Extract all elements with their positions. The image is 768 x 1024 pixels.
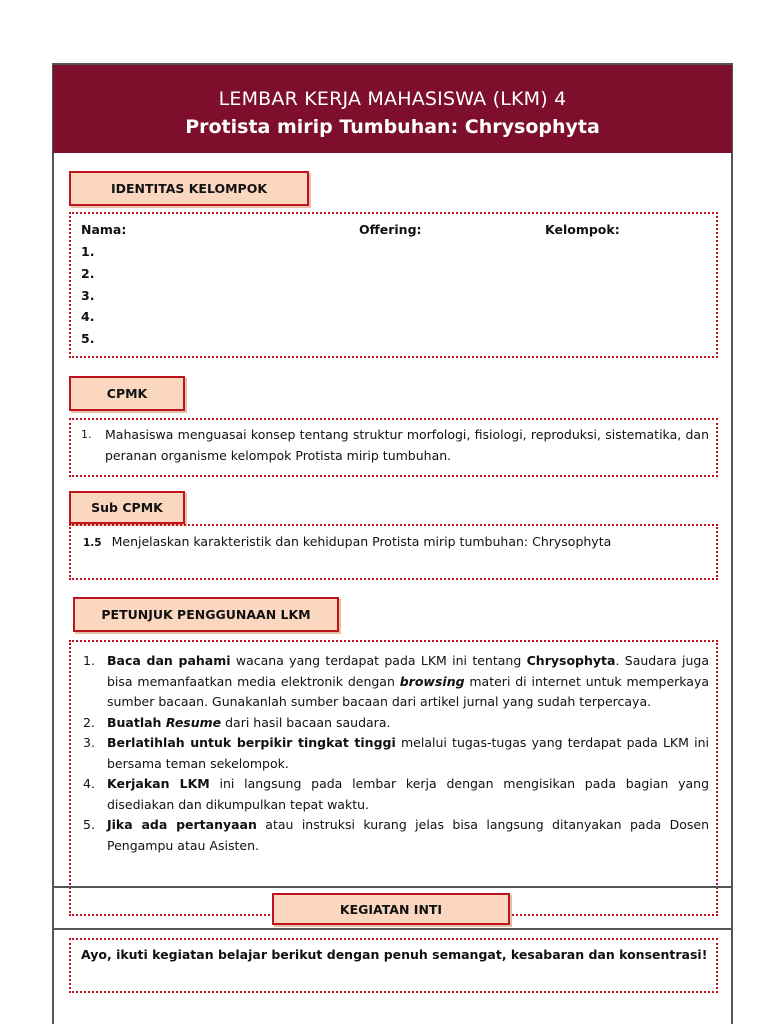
petunjuk-label-text: PETUNJUK PENGGUNAAN LKM bbox=[101, 607, 311, 622]
petunjuk-num-1: 1. bbox=[83, 653, 95, 668]
petunjuk-bold-3: Berlatihlah untuk berpikir tingkat tinggi bbox=[107, 735, 396, 750]
member-number-1: 1. bbox=[81, 244, 95, 259]
subcpmk-label-text: Sub CPMK bbox=[91, 500, 163, 515]
petunjuk-bolditalic-1: browsing bbox=[399, 673, 465, 689]
petunjuk-list bbox=[83, 651, 709, 856]
kegiatan-label-text: KEGIATAN INTI bbox=[339, 901, 443, 917]
petunjuk-label bbox=[73, 597, 339, 632]
document-title: LEMBAR KERJA MAHASISWA (LKM) 4 bbox=[218, 88, 567, 110]
petunjuk-bold-1b: Chrysophyta bbox=[526, 653, 616, 668]
petunjuk-text-4: ini langsung pada lembar kerja dengan mengisikan pada bagian yang disediakan dan dikumpulkan tepat waktu. bbox=[107, 776, 710, 812]
petunjuk-text-2: dari hasil bacaan saudara. bbox=[221, 714, 391, 730]
petunjuk-text-3: melalui tugas-tugas yang terdapat pada LKM ini bersama teman sekelompok. bbox=[107, 735, 709, 771]
kegiatan-text: Ayo, ikuti kegiatan belajar berikut dengan penuh semangat, kesabaran dan konsentrasi! bbox=[81, 947, 708, 962]
document-header bbox=[53, 65, 732, 153]
subcpmk-text: Menjelaskan karakteristik dan kehidupan Protista mirip tumbuhan: Chrysophyta bbox=[111, 534, 612, 549]
subcpmk-item bbox=[83, 532, 703, 554]
subcpmk-label bbox=[69, 491, 185, 524]
petunjuk-item-5 bbox=[83, 815, 709, 856]
cpmk-number: 1. bbox=[81, 428, 92, 441]
member-number-4: 4. bbox=[81, 309, 95, 324]
member-number-2: 2. bbox=[81, 266, 95, 281]
petunjuk-num-3: 3. bbox=[83, 735, 95, 750]
petunjuk-num-2: 2. bbox=[83, 714, 95, 730]
cpmk-item bbox=[81, 425, 709, 466]
petunjuk-bold-4: Kerjakan LKM bbox=[107, 776, 210, 791]
petunjuk-bold-1: Baca dan pahami bbox=[107, 653, 231, 668]
offering-label: Offering: bbox=[359, 222, 422, 237]
identitas-label-text: IDENTITAS KELOMPOK bbox=[110, 181, 268, 196]
nama-label: Nama: bbox=[81, 222, 127, 237]
petunjuk-num-4: 4. bbox=[83, 776, 95, 791]
subcpmk-box bbox=[69, 524, 718, 580]
kegiatan-box bbox=[69, 938, 718, 993]
subcpmk-number: 1.5 bbox=[83, 537, 102, 549]
kegiatan-label bbox=[272, 893, 510, 925]
petunjuk-text-1c: materi di internet untuk memperkaya sumber bacaan. Gunakanlah sumber bacaan dari artikel jurnal yang sudah terpercaya. bbox=[107, 673, 710, 709]
petunjuk-item-3 bbox=[83, 733, 709, 774]
petunjuk-item-2 bbox=[83, 713, 709, 734]
petunjuk-bolditalic-2: Resume bbox=[165, 714, 222, 730]
petunjuk-bold-2: Buatlah bbox=[107, 714, 166, 730]
identitas-label bbox=[69, 171, 309, 206]
identitas-box bbox=[69, 212, 718, 358]
petunjuk-item-4 bbox=[83, 774, 709, 815]
petunjuk-text-1b: . Saudara juga bisa memanfaatkan media elektronik dengan bbox=[107, 653, 709, 689]
member-number-3: 3. bbox=[81, 288, 95, 303]
cpmk-text: Mahasiswa menguasai konsep tentang struktur morfologi, fisiologi, reproduksi, sistematika, dan peranan organisme kelompok Protista mirip tumbuhan. bbox=[105, 427, 709, 463]
petunjuk-box bbox=[69, 640, 718, 916]
section-divider-bottom bbox=[53, 928, 732, 930]
petunjuk-text-1a: wacana yang terdapat pada LKM ini tentang bbox=[230, 653, 527, 668]
member-number-5: 5. bbox=[81, 331, 95, 346]
cpmk-label-text: CPMK bbox=[106, 386, 148, 401]
petunjuk-item-1 bbox=[83, 651, 709, 713]
petunjuk-text-5: atau instruksi kurang jelas bisa langsung ditanyakan pada Dosen Pengampu atau Asisten. bbox=[107, 817, 709, 853]
section-divider-top bbox=[53, 886, 732, 888]
document-subtitle: Protista mirip Tumbuhan: Chrysophyta bbox=[185, 116, 600, 138]
cpmk-label bbox=[69, 376, 185, 411]
kelompok-label: Kelompok: bbox=[545, 222, 620, 237]
cpmk-box bbox=[69, 418, 718, 477]
petunjuk-num-5: 5. bbox=[83, 817, 95, 832]
petunjuk-bold-5: Jika ada pertanyaan bbox=[107, 817, 257, 832]
